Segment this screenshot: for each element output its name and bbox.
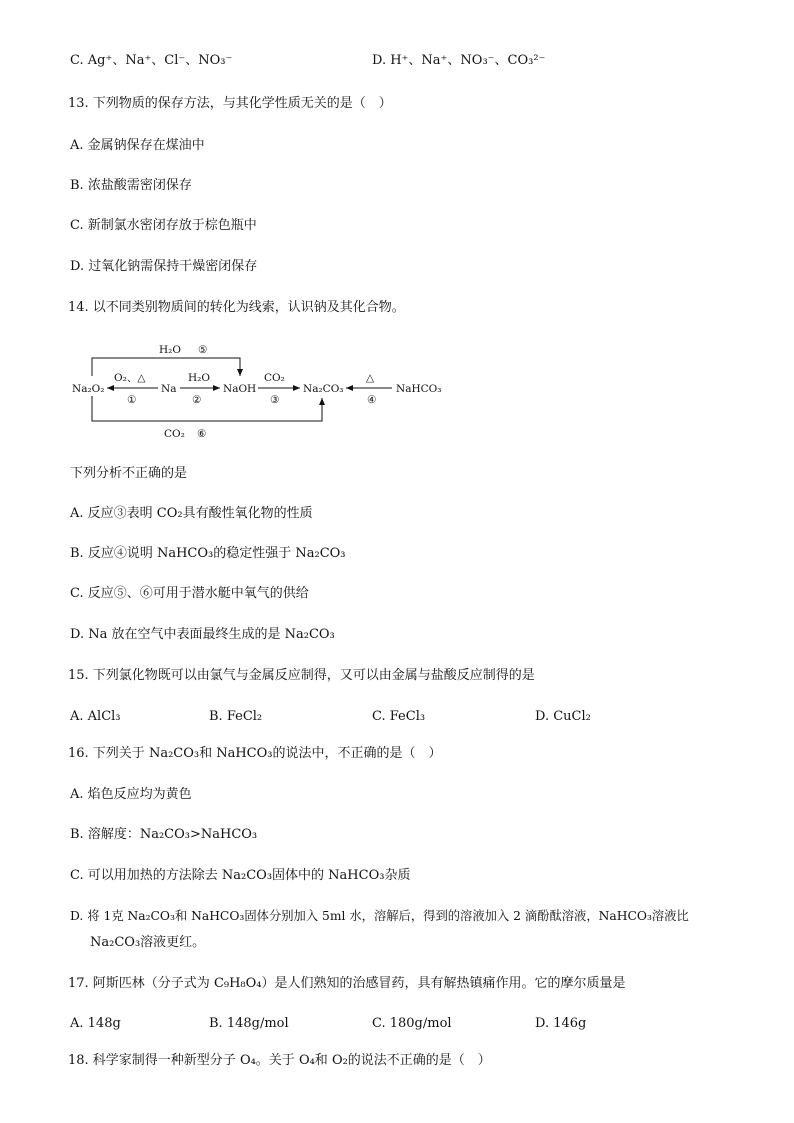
num-4: ④ — [367, 394, 377, 406]
q13-option-c[interactable]: C. 新制氯水密闭存放于棕色瓶中 — [70, 218, 257, 233]
q16-option-a[interactable]: A. 焰色反应均为黄色 — [70, 787, 192, 802]
species-na2o2: Na₂O₂ — [72, 383, 105, 395]
num-1: ① — [127, 394, 137, 406]
num-2: ② — [192, 394, 202, 406]
q13-option-a[interactable]: A. 金属钠保存在煤油中 — [70, 138, 205, 153]
q17-option-d[interactable]: D. 146g — [535, 1016, 587, 1031]
q17-stem: 17. 阿斯匹林（分子式为 C₉H₈O₄）是人们熟知的治感冒药，具有解热镇痛作用。它的摩尔质量是 — [68, 976, 626, 991]
q15-option-b[interactable]: B. FeCl₂ — [209, 709, 263, 724]
species-nahco3: NaHCO₃ — [396, 383, 442, 395]
sodium-conversion-diagram — [70, 336, 460, 446]
q14-stem: 14. 以不同类别物质间的转化为线索，认识钠及其化合物。 — [68, 300, 405, 315]
q13-option-b[interactable]: B. 浓盐酸需密闭保存 — [70, 178, 192, 193]
species-na: Na — [161, 383, 177, 395]
species-na2co3: Na₂CO₃ — [303, 383, 344, 395]
q16-option-c[interactable]: C. 可以用加热的方法除去 Na₂CO₃固体中的 NaHCO₃杂质 — [70, 868, 411, 883]
cond-2: H₂O — [188, 372, 210, 384]
q15-option-d[interactable]: D. CuCl₂ — [535, 709, 591, 724]
q15-option-a[interactable]: A. AlCl₃ — [70, 709, 121, 724]
q14-option-d[interactable]: D. Na 放在空气中表面最终生成的是 Na₂CO₃ — [70, 627, 335, 642]
q12-option-c[interactable]: C. Ag⁺、Na⁺、Cl⁻、NO₃⁻ — [70, 53, 233, 68]
num-3: ③ — [270, 394, 280, 406]
q16-option-b[interactable]: B. 溶解度：Na₂CO₃>NaHCO₃ — [70, 827, 258, 842]
cond-4: △ — [366, 372, 375, 384]
q17-option-c[interactable]: C. 180g/mol — [372, 1016, 452, 1031]
cond-6: CO₂ — [164, 428, 185, 440]
q16-option-d-continued: Na₂CO₃溶液更红。 — [90, 935, 206, 950]
q14-option-a[interactable]: A. 反应③表明 CO₂具有酸性氧化物的性质 — [70, 506, 313, 521]
species-naoh: NaOH — [223, 383, 257, 395]
q15-stem: 15. 下列氯化物既可以由氯气与金属反应制得，又可以由金属与盐酸反应制得的是 — [68, 668, 535, 683]
q15-option-c[interactable]: C. FeCl₃ — [372, 709, 426, 724]
cond-5: H₂O — [159, 344, 181, 356]
q14-prompt: 下列分析不正确的是 — [70, 466, 188, 481]
q13-option-d[interactable]: D. 过氧化钠需保持干燥密闭保存 — [70, 259, 258, 274]
cond-1: O₂、△ — [114, 372, 146, 384]
cond-3: CO₂ — [264, 372, 285, 384]
q16-stem: 16. 下列关于 Na₂CO₃和 NaHCO₃的说法中，不正确的是（ ） — [68, 746, 442, 761]
q14-option-c[interactable]: C. 反应⑤、⑥可用于潜水艇中氧气的供给 — [70, 586, 309, 601]
q12-option-d[interactable]: D. H⁺、Na⁺、NO₃⁻、CO₃²⁻ — [372, 53, 546, 68]
q17-option-a[interactable]: A. 148g — [70, 1016, 121, 1031]
q18-stem: 18. 科学家制得一种新型分子 O₄。关于 O₄和 O₂的说法不正确的是（ ） — [68, 1053, 491, 1068]
q13-stem: 13. 下列物质的保存方法，与其化学性质无关的是（ ） — [68, 96, 392, 111]
num-6: ⑥ — [197, 428, 207, 440]
q16-option-d[interactable]: D. 将 1克 Na₂CO₃和 NaHCO₃固体分别加入 5ml 水，溶解后，得到的溶液加入 2 滴酚酞溶液，NaHCO₃溶液比 — [70, 909, 689, 923]
q14-option-b[interactable]: B. 反应④说明 NaHCO₃的稳定性强于 Na₂CO₃ — [70, 546, 346, 561]
q17-option-b[interactable]: B. 148g/mol — [209, 1016, 289, 1031]
num-5: ⑤ — [198, 344, 208, 356]
